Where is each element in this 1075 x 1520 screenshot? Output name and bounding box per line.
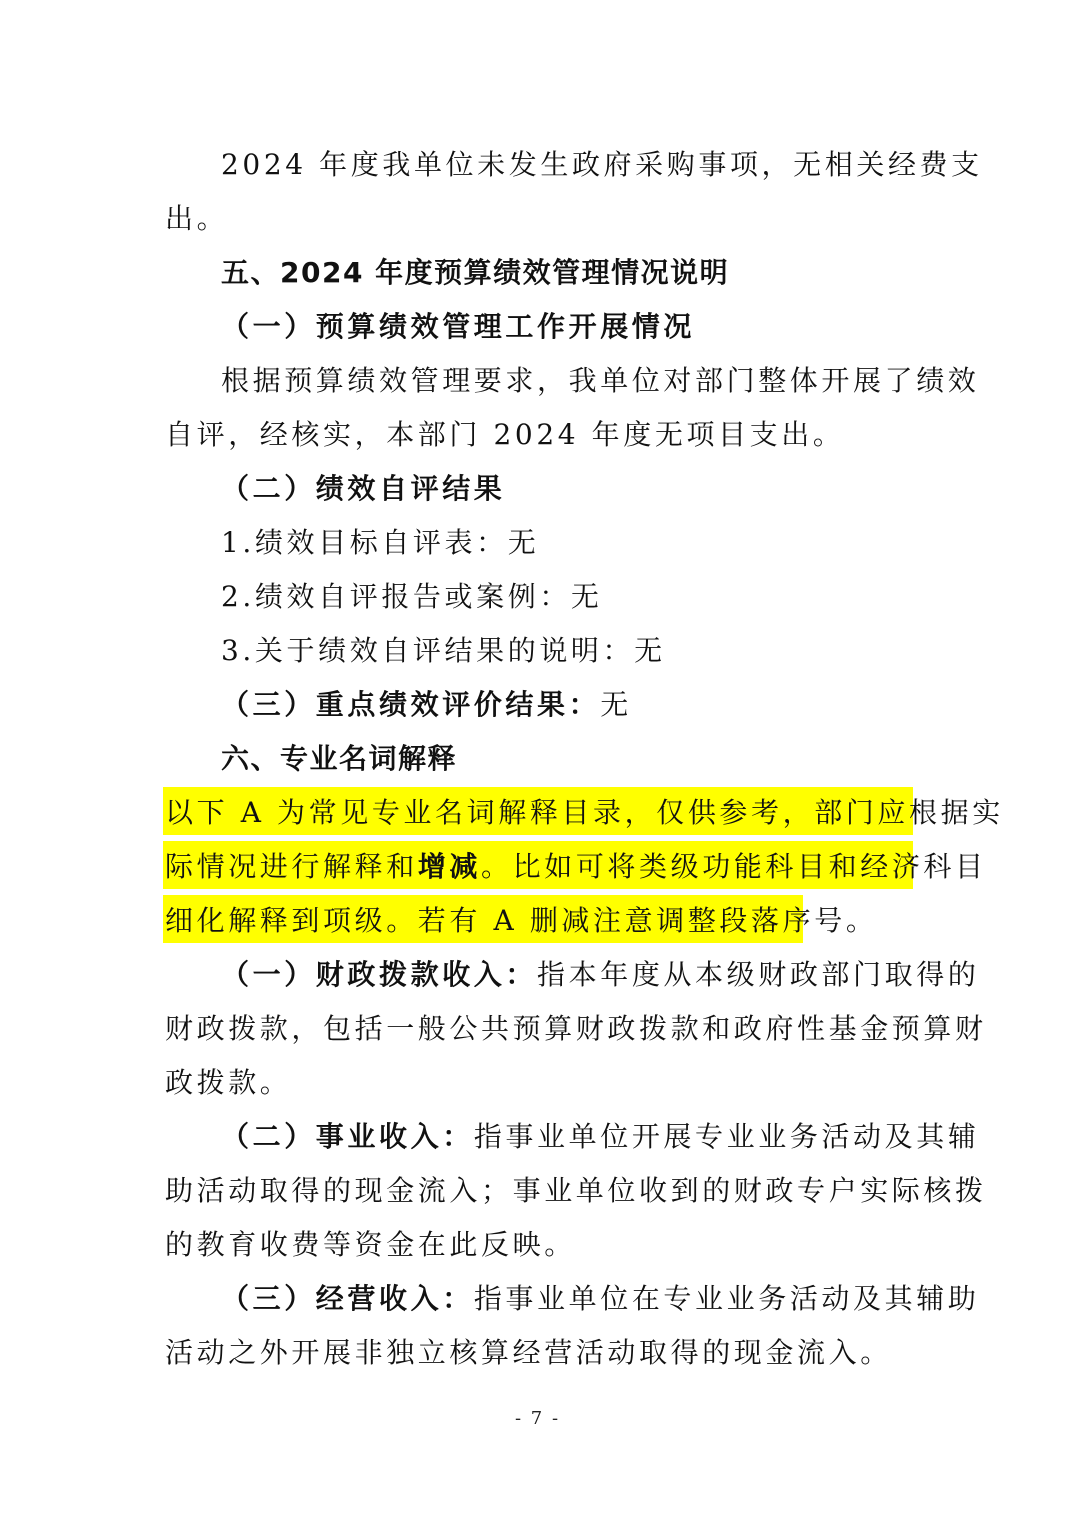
- subheading-key-evaluation: [221, 687, 981, 723]
- definition-3-line1: [221, 1281, 981, 1317]
- paragraph-selfeval-line1: 根据预算绩效管理要求，我单位对部门整体开展了绩效: [221, 364, 980, 397]
- definition-3-text: 指事业单位在专业业务活动及其辅助: [473, 1282, 980, 1315]
- definition-1-line3: 政拨款。: [165, 1066, 292, 1099]
- key-evaluation-label: （三）重点绩效评价结果：: [221, 688, 601, 721]
- note-line-3: 细化解释到项级。若有 A 删减注意调整段落序号。: [165, 904, 878, 937]
- definition-2-term: （二）事业收入：: [221, 1120, 474, 1153]
- note-line-2-part-a: 际情况进行解释和: [165, 850, 418, 883]
- definition-1-line2: 财政拨款，包括一般公共预算财政拨款和政府性基金预算财: [165, 1012, 987, 1045]
- list-item-3: 3.关于绩效自评结果的说明：无: [221, 634, 666, 667]
- subheading-selfeval-results: （二）绩效自评结果: [221, 472, 506, 505]
- note-line-2-emphasis: 增减: [417, 850, 482, 883]
- paragraph-procurement-line1: 2024 年度我单位未发生政府采购事项，无相关经费支: [221, 148, 983, 181]
- definition-2-line2: 助活动取得的现金流入；事业单位收到的财政专户实际核拨: [165, 1174, 987, 1207]
- subheading-performance-work: （一）预算绩效管理工作开展情况: [221, 310, 696, 343]
- definition-1-text: 指本年度从本级财政部门取得的: [537, 958, 980, 991]
- page-number: - 7 -: [514, 1408, 561, 1429]
- definition-3-term: （三）经营收入：: [221, 1282, 474, 1315]
- note-line-1: 以下 A 为常见专业名词解释目录，仅供参考，部门应根据实: [165, 796, 1004, 829]
- definition-3-line2: 活动之外开展非独立核算经营活动取得的现金流入。: [165, 1336, 892, 1369]
- note-line-2-part-c: 。比如可将类级功能科目和经济科目: [481, 850, 987, 883]
- paragraph-procurement-line2: 出。: [165, 202, 229, 235]
- definition-2-line3: 的教育收费等资金在此反映。: [165, 1228, 576, 1261]
- paragraph-selfeval-line2: 自评，经核实，本部门 2024 年度无项目支出。: [165, 418, 845, 451]
- section-heading-six: 六、专业名词解释: [221, 742, 458, 775]
- list-item-1: 1.绩效目标自评表：无: [221, 526, 540, 559]
- note-line-2: [165, 849, 987, 885]
- definition-2-text: 指事业单位开展专业业务活动及其辅: [473, 1120, 980, 1153]
- definition-1-term: （一）财政拨款收入：: [221, 958, 538, 991]
- list-item-2: 2.绩效自评报告或案例：无: [221, 580, 603, 613]
- section-heading-five: 五、2024 年度预算绩效管理情况说明: [221, 256, 730, 289]
- definition-1-line1: [221, 957, 981, 993]
- definition-2-line1: [221, 1119, 981, 1155]
- key-evaluation-value: 无: [600, 688, 632, 721]
